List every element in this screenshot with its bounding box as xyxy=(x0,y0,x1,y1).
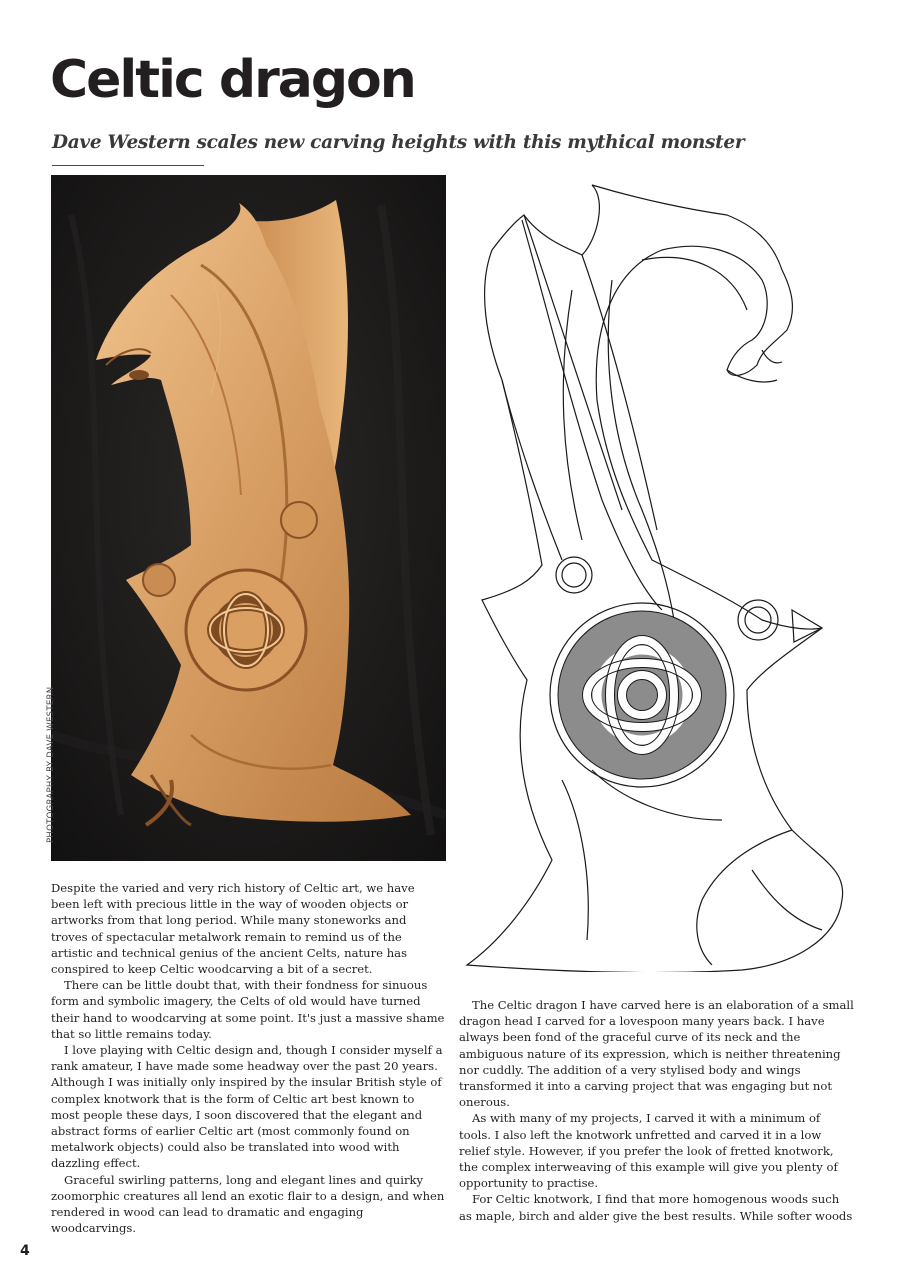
knotwork-pattern xyxy=(550,603,734,787)
carving-photo xyxy=(51,175,446,861)
photo-credit: PHOTOGRAPHY BY DAVE WESTERN xyxy=(46,686,56,843)
title-divider xyxy=(52,165,204,166)
paragraph: Despite the varied and very rich history of Celtic art, we have been left with precious little in the way of wooden objects or artworks from that long period. While many stoneworks and troves of spectacular metalwork remain to remind us of the artistic and technical genius of the ancient Celts, nature has conspired to keep Celtic woodcarving a bit of a secret. xyxy=(51,881,415,977)
paragraph: As with many of my projects, I carved it with a minimum of tools. I also left the knotwork unfretted and carved it in a low relief style. However, if you prefer the look of fretted knotwork, the complex interweaving of this example will give you plenty of opportunity to practise. xyxy=(459,1111,838,1191)
paragraph: There can be little doubt that, with their fondness for sinuous form and symbolic imagery, the Celts of old would have turned their hand to woodcarving at some point. It's just a massive shame that so little remains today. xyxy=(51,978,445,1041)
body-column-right xyxy=(459,997,854,1224)
paragraph: Graceful swirling patterns, long and elegant lines and quirky zoomorphic creatures all lend an exotic flair to a design, and when rendered in wood can lead to dramatic and engaging woodcarvings. xyxy=(51,1172,445,1236)
article-subtitle: Dave Western scales new carving heights with this mythical monster xyxy=(52,132,745,153)
body-column-left xyxy=(51,880,446,1236)
paragraph: The Celtic dragon I have carved here is an elaboration of a small dragon head I carved for a lovespoon many years back. I have always been fond of the graceful curve of its neck and the ambiguous nature of its expression, which is neither threatening nor cuddly. The addition of a very stylised body and wings transformed it into a carving project that was engaging but not onerous. xyxy=(459,998,854,1110)
dragon-pattern-drawing xyxy=(462,180,852,972)
article-title: Celtic dragon xyxy=(50,50,415,110)
paragraph: I love playing with Celtic design and, though I consider myself a rank amateur, I have made some headway over the past 20 years. Although I was initially only inspired by the insular British style of complex knotwork that is the form of Celtic art best known to most people these days, I soon discovered that the elegant and abstract forms of earlier Celtic art (most commonly found on metalwork objects) could also be translated into wood with dazzling effect. xyxy=(51,1043,443,1171)
paragraph: For Celtic knotwork, I find that more homogenous woods such as maple, birch and alder give the best results. While softer woods xyxy=(459,1192,853,1223)
page-number: 4 xyxy=(20,1243,30,1259)
